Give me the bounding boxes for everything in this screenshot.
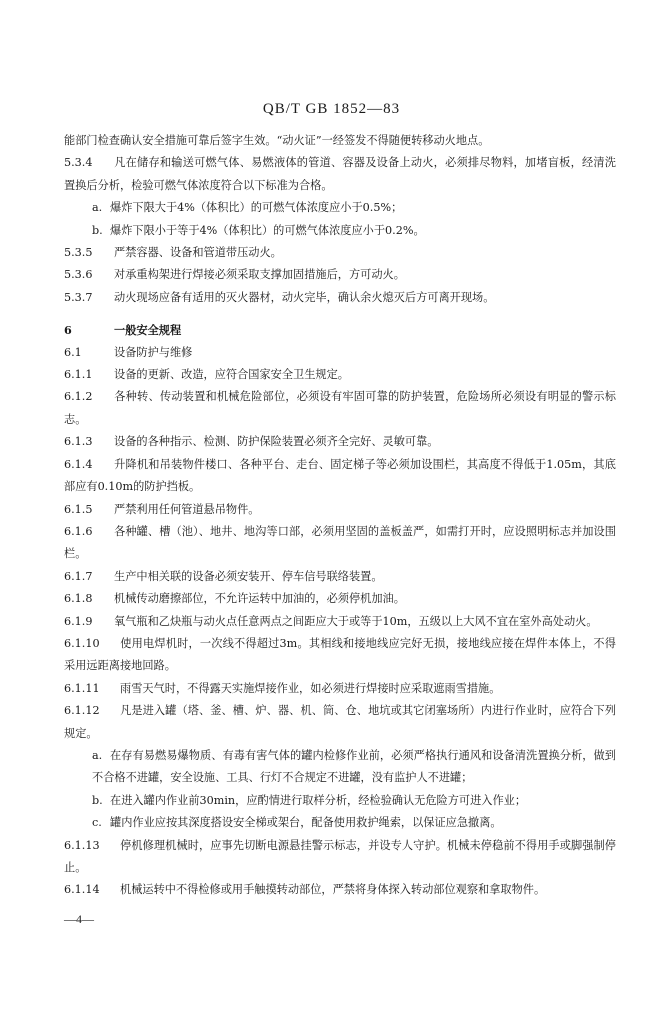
page-header xyxy=(0,101,663,118)
clause-number: 6.1.2 xyxy=(64,390,93,404)
clause-text: 各种转、传动装置和机械危险部位，必须设有牢固可靠的防护装置，危险场所必须设有明显的警示标志。 xyxy=(64,390,616,426)
clause-text: 爆炸下限大于4%（体积比）的可燃气体浓度应小于0.5%； xyxy=(110,201,403,215)
clause-number: 5.3.4 xyxy=(64,156,93,170)
clause-number: 6.1.4 xyxy=(64,457,93,471)
clause-text: 机械传动磨擦部位，不允许运转中加油的，必须停机加油。 xyxy=(114,592,405,606)
clause-number: a. xyxy=(92,748,103,762)
clause-paragraph xyxy=(64,197,616,219)
clause-text: 一般安全规程 xyxy=(114,323,182,338)
clause-text: 动火现场应备有适用的灭火器材，动火完毕，确认余火熄灭后方可离开现场。 xyxy=(114,290,495,304)
clause-number: 6.1.9 xyxy=(64,614,93,628)
document-body xyxy=(64,130,616,902)
clause-number: 6.1.3 xyxy=(64,435,93,449)
clause-text: 氧气瓶和乙炔瓶与动火点任意两点之间距应大于或等于10m，五级以上大风不宜在室外高处动火。 xyxy=(114,614,598,628)
clause-text: 升降机和吊装物件楼口、各种平台、走台、固定梯子等必须加设围栏，其高度不得低于1.05m，其底部应有0.10m的防护挡板。 xyxy=(64,457,616,494)
clause-text: 停机修理机械时，应事先切断电源悬挂警示标志，并设专人守护。机械未停稳前不得用手或脚强制停止。 xyxy=(64,838,616,874)
clause-text: 设备防护与维修 xyxy=(114,345,193,359)
clause-number: 6.1.5 xyxy=(64,502,93,516)
clause-number: a. xyxy=(92,201,103,215)
clause-paragraph xyxy=(64,242,616,264)
clause-paragraph xyxy=(64,342,616,364)
clause-paragraph xyxy=(64,431,616,453)
clause-paragraph xyxy=(64,812,616,834)
clause-number: 6.1.1 xyxy=(64,368,93,382)
clause-text: 凡在储存和输送可燃气体、易燃液体的管道、容器及设备上动火，必须排尽物料，加堵盲板，经清洗置换后分析，检验可燃气体浓度符合以下标准为合格。 xyxy=(64,156,616,192)
clause-paragraph xyxy=(64,386,616,431)
clause-text: 雨雪天气时，不得露天实施焊接作业，如必须进行焊接时应采取遮雨雪措施。 xyxy=(120,681,501,695)
clause-text: 机械运转中不得检修或用手触摸转动部位，严禁将身体探入转动部位观察和拿取物件。 xyxy=(120,883,546,897)
clause-text: 爆炸下限小于等于4%（体积比）的可燃气体浓度应小于0.2%。 xyxy=(110,223,425,237)
clause-text: 生产中相关联的设备必须安装开、停车信号联络装置。 xyxy=(114,569,383,583)
clause-paragraph xyxy=(64,264,616,286)
clause-paragraph xyxy=(64,287,616,309)
clause-paragraph xyxy=(64,611,616,633)
clause-paragraph xyxy=(64,790,616,812)
clause-number: 6.1.10 xyxy=(64,636,100,650)
clause-number: 6.1.13 xyxy=(64,838,100,852)
clause-list xyxy=(64,130,616,902)
clause-text: 各种罐、槽（池）、地井、地沟等口部，必须用坚固的盖板盖严，如需打开时，应设照明标志并加设围栏。 xyxy=(64,524,616,561)
clause-paragraph xyxy=(64,700,616,745)
clause-number: 5.3.6 xyxy=(64,268,93,282)
clause-text: 使用电焊机时，一次线不得超过3m。其相线和接地线应完好无损，接地线应接在焊件本体上，不得采用远距离接地回路。 xyxy=(64,636,616,673)
clause-paragraph xyxy=(64,566,616,588)
clause-number: 6.1.7 xyxy=(64,569,93,583)
clause-paragraph xyxy=(64,835,616,880)
clause-paragraph xyxy=(64,745,616,790)
clause-paragraph xyxy=(64,678,616,700)
clause-number: c. xyxy=(92,816,102,830)
clause-text: 对承重构架进行焊接必须采取支撑加固措施后，方可动火。 xyxy=(114,268,405,282)
standard-id: QB/T GB 1852—83 xyxy=(262,101,401,117)
clause-text: 严禁容器、设备和管道带压动火。 xyxy=(114,246,282,260)
clause-number: 6 xyxy=(64,323,72,338)
clause-number: 6.1.12 xyxy=(64,704,100,718)
clause-text: 凡是进入罐（塔、釜、槽、炉、器、机、筒、仓、地坑或其它闭塞场所）内进行作业时，应符合下列规定。 xyxy=(64,704,616,740)
clause-number: 6.1.8 xyxy=(64,592,93,606)
clause-number: b. xyxy=(92,223,103,237)
clause-paragraph xyxy=(64,152,616,197)
clause-number: 6.1.11 xyxy=(64,681,100,695)
clause-paragraph xyxy=(64,220,616,242)
clause-paragraph xyxy=(64,499,616,521)
clause-paragraph xyxy=(64,364,616,386)
clause-paragraph xyxy=(64,588,616,610)
clause-paragraph xyxy=(64,879,616,901)
clause-number: 6.1.6 xyxy=(64,524,93,538)
clause-text: 设备的更新、改造，应符合国家安全卫生规定。 xyxy=(114,368,349,382)
clause-paragraph xyxy=(64,521,616,566)
clause-text: 罐内作业应按其深度搭设安全梯或架台，配备使用救护绳索，以保证应急撤离。 xyxy=(110,816,502,830)
clause-number: 6.1 xyxy=(64,345,82,359)
clause-number: 5.3.5 xyxy=(64,246,93,260)
clause-text: 在存有易燃易爆物质、有毒有害气体的罐内检修作业前，必须严格执行通风和设备清洗置换分析，做到不合格不进罐，安全设施、工具、行灯不合规定不进罐，没有监护人不进罐； xyxy=(92,748,616,785)
clause-paragraph xyxy=(64,633,616,678)
clause-text: 能部门检查确认安全措施可靠后签字生效。“动火证”一经签发不得随便转移动火地点。 xyxy=(64,134,490,147)
clause-text: 严禁利用任何管道悬吊物件。 xyxy=(114,502,260,516)
section-heading xyxy=(64,319,616,341)
clause-number: b. xyxy=(92,793,103,807)
clause-paragraph xyxy=(64,130,616,152)
clause-number: 5.3.7 xyxy=(64,290,93,304)
clause-paragraph xyxy=(64,454,616,499)
clause-text: 设备的各种指示、检测、防护保险装置必须齐全完好、灵敏可靠。 xyxy=(114,435,439,449)
page-number: —4— xyxy=(64,912,94,926)
clause-number: 6.1.14 xyxy=(64,883,100,897)
clause-text: 在进入罐内作业前30min，应酌情进行取样分析，经检验确认无危险方可进入作业； xyxy=(110,793,527,807)
